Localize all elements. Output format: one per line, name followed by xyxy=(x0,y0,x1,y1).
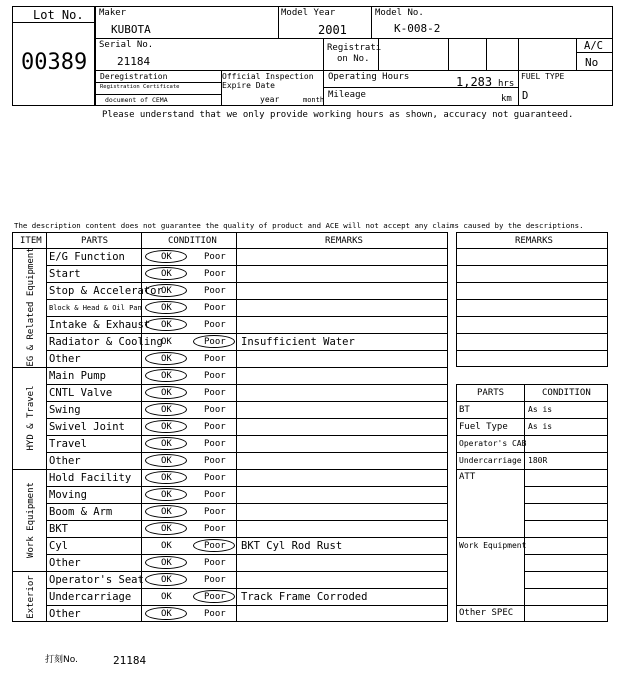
operating-hours-label: Operating Hours xyxy=(328,72,410,82)
ok-option: OK xyxy=(161,303,172,313)
col-condition-header: CONDITION xyxy=(168,236,217,246)
table-row xyxy=(46,469,448,486)
col-remarks-header: REMARKS xyxy=(325,236,363,246)
part-name: Cyl xyxy=(49,540,68,552)
ok-option: OK xyxy=(161,337,172,347)
expire-date-label: Expire Date xyxy=(222,81,275,90)
poor-option: Poor xyxy=(204,592,226,602)
ok-selected-mark xyxy=(145,454,187,467)
ok-selected-mark xyxy=(145,403,187,416)
maker-label: Maker xyxy=(99,8,127,18)
table-row xyxy=(46,299,448,316)
ac-value: No xyxy=(585,56,599,69)
table-row xyxy=(46,554,448,571)
table-row xyxy=(46,503,448,520)
remark-text: BKT Cyl Rod Rust xyxy=(241,540,343,552)
model-year-value: 2001 xyxy=(318,23,347,37)
poor-option: Poor xyxy=(204,524,226,534)
part-name: Moving xyxy=(49,489,87,501)
group-label-eg: EG & Related Equipment xyxy=(26,247,36,367)
table-row xyxy=(46,401,448,418)
col-parts-header: PARTS xyxy=(81,236,109,246)
ok-option: OK xyxy=(161,473,172,483)
part-name: Start xyxy=(49,268,81,280)
group-label-hyd: HYD & Travel xyxy=(26,385,36,451)
ok-option: OK xyxy=(161,286,172,296)
other-spec-label: Other SPEC xyxy=(459,608,514,618)
ok-option: OK xyxy=(161,558,172,568)
mileage-label: Mileage xyxy=(328,90,366,100)
ok-selected-mark xyxy=(145,420,187,433)
part-name: Intake & Exhaust xyxy=(49,319,151,331)
part-name: Swing xyxy=(49,404,81,416)
poor-option: Poor xyxy=(204,337,226,347)
table-row xyxy=(46,350,448,367)
poor-option: Poor xyxy=(204,320,226,330)
serial-label: Serial No. xyxy=(99,40,154,50)
deregistration-label: Deregistration xyxy=(100,72,168,81)
poor-option: Poor xyxy=(204,575,226,585)
ok-selected-mark xyxy=(145,369,187,382)
ok-selected-mark xyxy=(145,267,187,280)
table-row xyxy=(46,588,448,605)
model-no-label: Model No. xyxy=(375,8,424,18)
poor-selected-mark xyxy=(193,539,235,552)
ok-selected-mark xyxy=(145,250,187,263)
table-row xyxy=(46,316,448,333)
part-name: CNTL Valve xyxy=(49,387,113,399)
ok-selected-mark xyxy=(145,488,187,501)
poor-option: Poor xyxy=(204,303,226,313)
ok-option: OK xyxy=(161,592,172,602)
part-name: Other xyxy=(49,455,81,467)
part-name: Other xyxy=(49,608,81,620)
right-condition-header: CONDITION xyxy=(542,388,591,398)
part-name: Block & Head & Oil Pan xyxy=(49,304,142,312)
ok-option: OK xyxy=(161,575,172,585)
poor-option: Poor xyxy=(204,558,226,568)
model-year-label: Model Year xyxy=(281,8,336,18)
poor-selected-mark xyxy=(193,335,235,348)
ok-option: OK xyxy=(161,269,172,279)
poor-option: Poor xyxy=(204,473,226,483)
table-row xyxy=(46,265,448,282)
right-cond-bt: As is xyxy=(528,405,553,414)
ok-option: OK xyxy=(161,388,172,398)
ok-option: OK xyxy=(161,320,172,330)
registration-label-1: Registrati xyxy=(327,43,382,53)
table-row xyxy=(46,486,448,503)
ok-selected-mark xyxy=(145,318,187,331)
ok-selected-mark xyxy=(145,471,187,484)
part-name: Operator's Seat xyxy=(49,574,144,586)
ok-option: OK xyxy=(161,405,172,415)
ok-option: OK xyxy=(161,252,172,262)
part-name: E/G Function xyxy=(49,251,125,263)
ok-selected-mark xyxy=(145,301,187,314)
right-part-bt: BT xyxy=(459,405,470,415)
right-parts-header: PARTS xyxy=(477,388,505,398)
poor-option: Poor xyxy=(204,371,226,381)
part-name: Swivel Joint xyxy=(49,421,125,433)
lot-number: 00389 xyxy=(21,50,88,75)
poor-option: Poor xyxy=(204,507,226,517)
part-name: Hold Facility xyxy=(49,472,132,484)
table-row xyxy=(46,571,448,588)
col-item-header: ITEM xyxy=(20,236,42,246)
table-row xyxy=(46,537,448,554)
part-name: Other xyxy=(49,353,81,365)
official-inspection-label: Official Inspection xyxy=(222,72,314,81)
fuel-type-value: D xyxy=(522,90,529,102)
ok-selected-mark xyxy=(145,522,187,535)
poor-option: Poor xyxy=(204,388,226,398)
poor-option: Poor xyxy=(204,541,226,551)
right-part-undercarriage: Undercarriage xyxy=(459,456,522,465)
ok-selected-mark xyxy=(145,352,187,365)
ok-option: OK xyxy=(161,541,172,551)
lot-label: Lot No. xyxy=(33,8,84,22)
table-row xyxy=(46,333,448,350)
ok-selected-mark xyxy=(145,556,187,569)
serial-value: 21184 xyxy=(117,55,151,68)
right-part-fuel: Fuel Type xyxy=(459,422,508,432)
stamp-label: 打刻No. xyxy=(45,655,78,665)
table-row xyxy=(46,605,448,622)
poor-option: Poor xyxy=(204,252,226,262)
km-unit: km xyxy=(501,94,512,104)
part-name: Main Pump xyxy=(49,370,106,382)
part-name: Radiator & Cooling xyxy=(49,336,163,348)
ok-option: OK xyxy=(161,507,172,517)
group-label-work: Work Equipment xyxy=(26,482,36,558)
table-row xyxy=(46,367,448,384)
ok-selected-mark xyxy=(145,505,187,518)
table-row xyxy=(46,452,448,469)
month-label: month xyxy=(303,96,325,104)
table-row xyxy=(46,435,448,452)
right-remarks-header: REMARKS xyxy=(515,236,553,246)
right-cond-undercarriage: 180R xyxy=(528,456,548,465)
part-name: Travel xyxy=(49,438,87,450)
poor-option: Poor xyxy=(204,286,226,296)
right-part-cab: Operator's CAB xyxy=(459,439,527,448)
hours-disclaimer: Please understand that we only provide working hours as shown, accuracy not guaranteed. xyxy=(102,110,574,120)
part-name: Other xyxy=(49,557,81,569)
ok-selected-mark xyxy=(145,386,187,399)
remark-text: Insufficient Water xyxy=(241,336,355,348)
ok-selected-mark xyxy=(145,607,187,620)
ok-option: OK xyxy=(161,456,172,466)
ac-label: A/C xyxy=(584,40,603,52)
poor-option: Poor xyxy=(204,422,226,432)
table-row xyxy=(46,282,448,299)
group-label-exterior: Exterior xyxy=(26,575,36,619)
ok-option: OK xyxy=(161,609,172,619)
part-name: Undercarriage xyxy=(49,591,132,603)
ok-selected-mark xyxy=(145,284,187,297)
remark-text: Track Frame Corroded xyxy=(241,591,368,603)
part-name: Stop & Accelerator xyxy=(49,285,163,297)
work-equipment-label: Work Equipment xyxy=(459,541,527,550)
maker-value: KUBOTA xyxy=(111,23,151,36)
table-row xyxy=(46,520,448,537)
table-row xyxy=(46,418,448,435)
ok-option: OK xyxy=(161,354,172,364)
poor-option: Poor xyxy=(204,269,226,279)
year-label: year xyxy=(260,95,280,104)
registration-label-2: on No. xyxy=(337,54,370,64)
part-name: BKT xyxy=(49,523,68,535)
poor-option: Poor xyxy=(204,490,226,500)
poor-option: Poor xyxy=(204,405,226,415)
ok-option: OK xyxy=(161,490,172,500)
model-no-value: K-008-2 xyxy=(394,22,441,35)
ok-option: OK xyxy=(161,439,172,449)
ok-option: OK xyxy=(161,371,172,381)
table-row xyxy=(46,248,448,265)
right-cond-fuel: As is xyxy=(528,422,553,431)
att-label: ATT xyxy=(459,472,476,482)
ok-selected-mark xyxy=(145,573,187,586)
part-name: Boom & Arm xyxy=(49,506,113,518)
poor-selected-mark xyxy=(193,590,235,603)
poor-option: Poor xyxy=(204,439,226,449)
ok-option: OK xyxy=(161,422,172,432)
poor-option: Poor xyxy=(204,456,226,466)
document-cema-label: document of CEMA xyxy=(105,96,168,104)
description-disclaimer: The description content does not guarantee the quality of product and ACE will not accept any claims caused by the descriptions. xyxy=(14,221,584,230)
table-row xyxy=(46,384,448,401)
ok-option: OK xyxy=(161,524,172,534)
poor-option: Poor xyxy=(204,354,226,364)
hrs-unit: hrs xyxy=(498,79,515,89)
poor-option: Poor xyxy=(204,609,226,619)
registration-certificate-label: Registration Certificate xyxy=(100,84,180,90)
fuel-type-label: FUEL TYPE xyxy=(521,72,565,81)
stamp-value: 21184 xyxy=(113,654,147,667)
ok-selected-mark xyxy=(145,437,187,450)
operating-hours-value: 1,283 xyxy=(456,75,493,89)
